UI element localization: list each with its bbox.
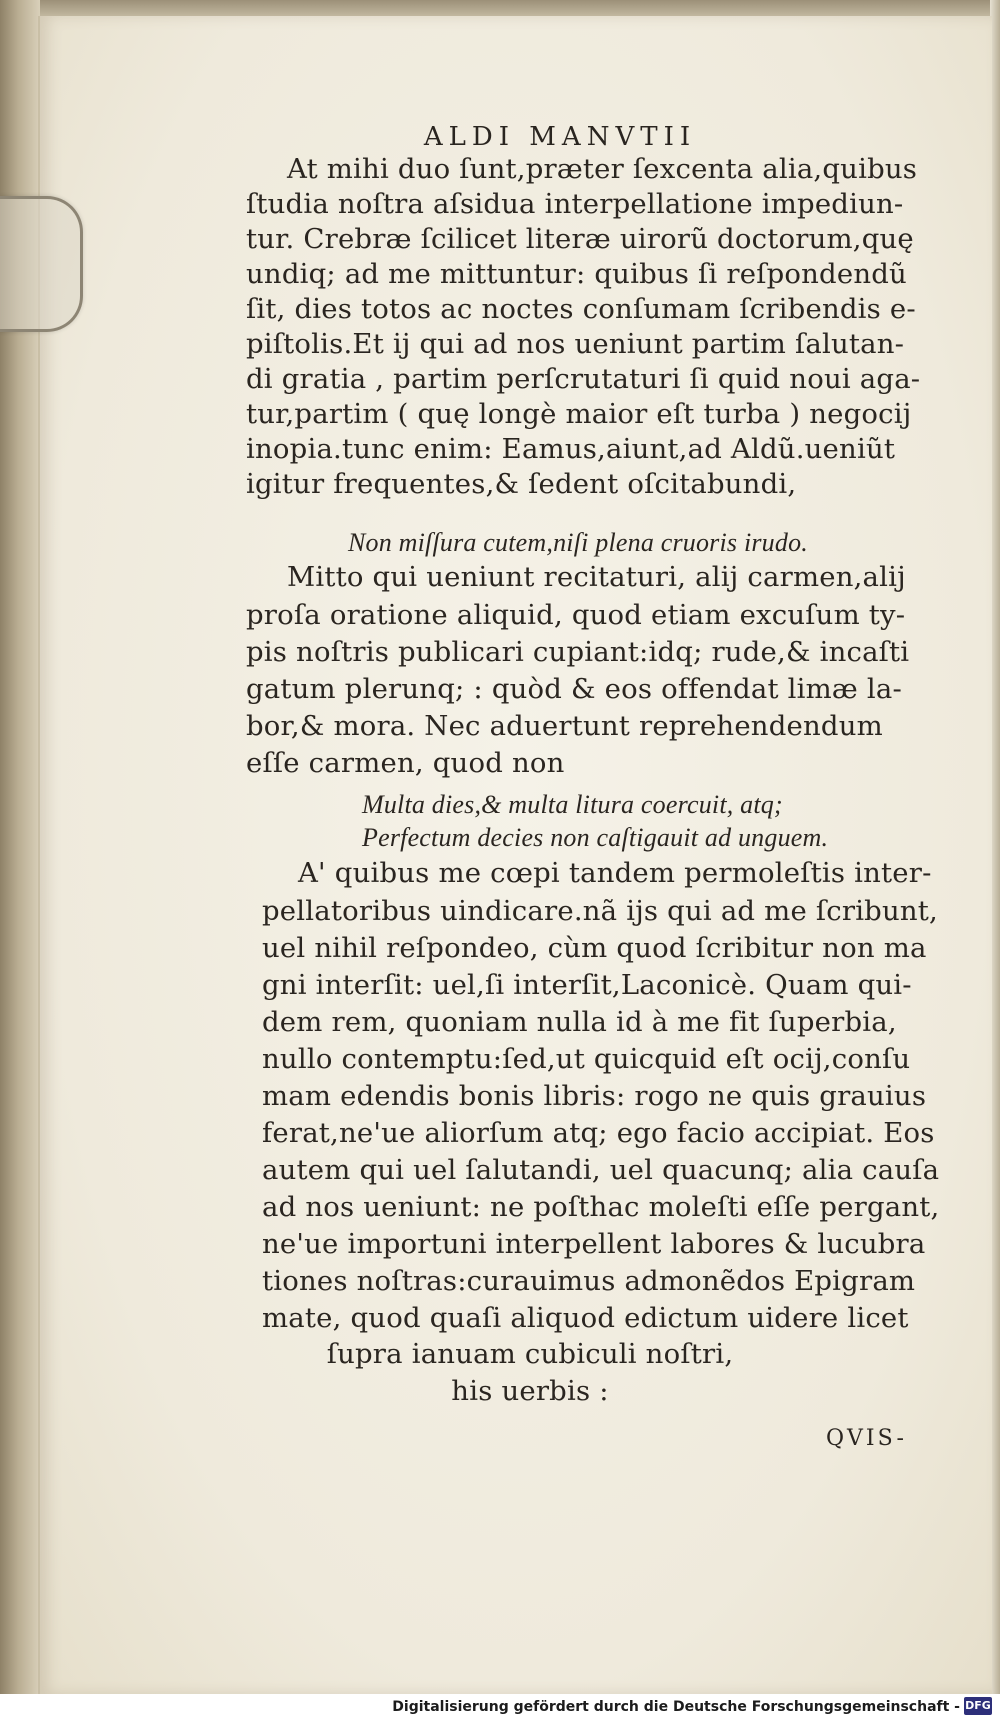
catchword: QVIS-: [826, 1426, 907, 1451]
page-clip-tab: [0, 196, 83, 332]
text-line: autem qui uel ſalutandi, uel quacunq; alia cauſa: [262, 1154, 940, 1186]
text-line: bor,& mora. Nec aduertunt reprehendendum: [246, 710, 883, 742]
text-line: proſa oratione aliquid, quod etiam excuſum ty-: [246, 599, 906, 631]
text-line: nullo contemptu:ſed,ut quicquid eſt ocij,conſu: [262, 1043, 911, 1075]
text-line: gni interſit: uel,ſi interſit,Laconicè. Quam qui-: [262, 969, 912, 1001]
text-line: ſtudia noſtra aſsidua interpellatione impediun-: [246, 188, 904, 220]
text-line: tiones noſtras:curauimus admonẽdos Epigram: [262, 1265, 916, 1297]
text-line: tur. Crebræ ſcilicet literæ uirorũ doctorum,quę: [246, 223, 914, 255]
text-line: ad nos ueniunt: ne poſthac moleſti eſſe pergant,: [262, 1191, 940, 1223]
text-line: di gratia , partim perſcrutaturi ſi quid noui aga-: [246, 363, 921, 395]
centered-line: his uerbis :: [451, 1375, 609, 1407]
text-line: At mihi duo ſunt,præter ſexcenta alia,quibus: [287, 153, 918, 185]
verse-quote: Multa dies,& multa litura coercuit, atq;: [362, 790, 783, 819]
text-line: tur,partim ( quę longè maior eſt turba ) negocij: [246, 398, 912, 430]
text-line: ſit, dies totos ac noctes conſumam ſcribendis e-: [246, 293, 916, 325]
text-line: gatum plerunq; : quòd & eos offendat limæ la-: [246, 673, 902, 705]
text-line: ne'ue importuni interpellent labores & lucubra: [262, 1228, 926, 1260]
text-line: uel nihil reſpondeo, cùm quod ſcribitur non ma: [262, 932, 927, 964]
text-line: pellatoribus uindicare.nã ijs qui ad me ſcribunt,: [262, 895, 939, 927]
dfg-logo-icon: DFG: [964, 1697, 992, 1715]
running-head: ALDI MANVTII: [423, 122, 697, 152]
text-line: mate, quod quaſi aliquod edictum uidere licet: [262, 1302, 909, 1334]
text-line: igitur frequentes,& ſedent oſcitabundi,: [246, 468, 797, 500]
text-line: piſtolis.Et ij qui ad nos ueniunt partim ſalutan-: [246, 328, 905, 360]
text-line: dem rem, quoniam nulla id à me fit ſuperbia,: [262, 1006, 897, 1038]
centered-line: ſupra ianuam cubiculi noſtri,: [326, 1338, 734, 1370]
text-line: pis noſtris publicari cupiant:idq; rude,& incaſti: [246, 636, 910, 668]
funding-credit: Digitalisierung gefördert durch die Deutsche Forschungsgemeinschaft -: [392, 1699, 960, 1715]
verse-quote: Non miſſura cutem,niſi plena cruoris irudo.: [348, 528, 808, 557]
text-line: A' quibus me cœpi tandem permoleſtis inter-: [298, 857, 932, 889]
text-line: eſſe carmen, quod non: [246, 747, 565, 779]
text-line: inopia.tunc enim: Eamus,aiunt,ad Aldũ.ueniũt: [246, 433, 896, 465]
verse-quote: Perfectum decies non caſtigauit ad unguem.: [362, 823, 829, 852]
text-line: undiq; ad me mittuntur: quibus ſi reſpondendũ: [246, 258, 907, 290]
text-line: ferat,ne'ue aliorſum atq; ego facio accipiat. Eos: [262, 1117, 935, 1149]
text-line: mam edendis bonis libris: rogo ne quis grauius: [262, 1080, 927, 1112]
text-line: Mitto qui ueniunt recitaturi, alij carmen,alij: [287, 561, 906, 593]
